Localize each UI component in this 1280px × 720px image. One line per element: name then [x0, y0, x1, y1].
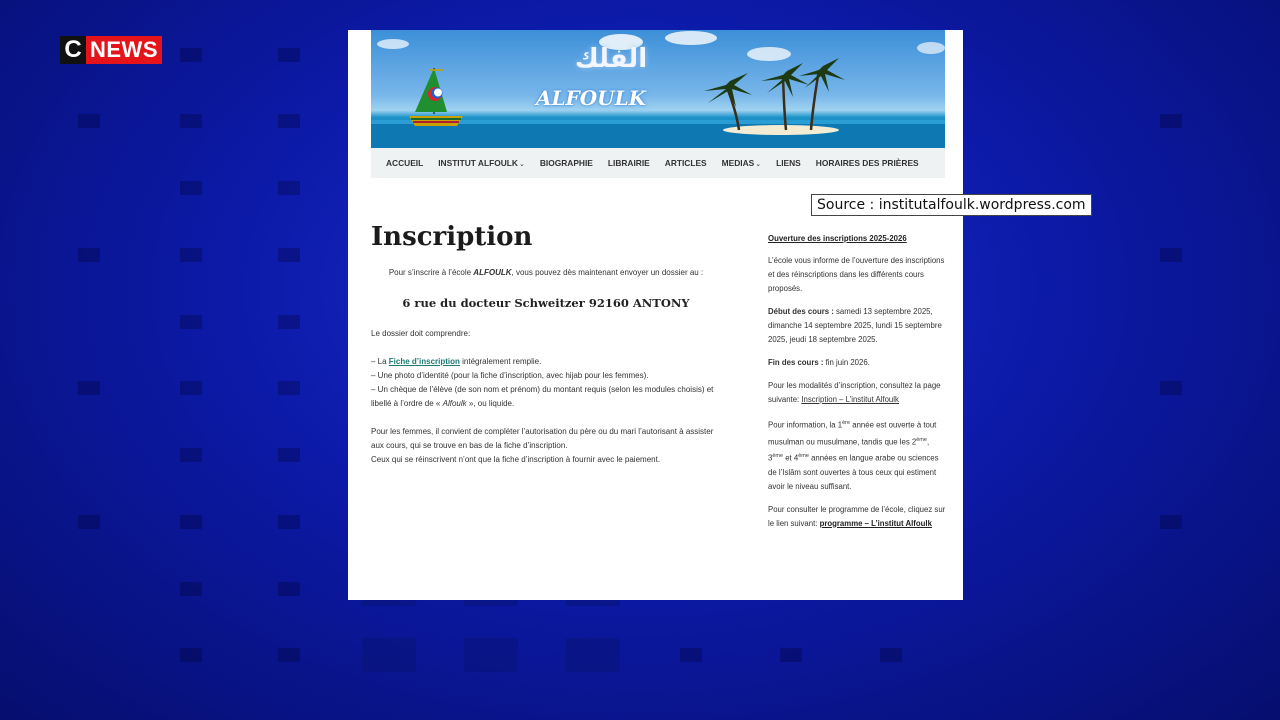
intro-after: , vous pouvez dès maintenant envoyer un dossier au : [511, 268, 704, 277]
nav-item-articles[interactable] [665, 158, 707, 168]
item3-brand: Alfoulk [442, 399, 467, 408]
program-link[interactable]: programme – L’institut Alfoulk [819, 518, 932, 528]
modalities-text: Pour les modalités d’inscription, consultez la page suivante: [768, 381, 941, 404]
info-a: Pour information, la 1 [768, 420, 843, 430]
start-text: samedi 13 septembre 2025, dimanche 14 septembre 2025, lundi 15 septembre 2025, jeudi 18 septembre 2025. [768, 307, 942, 344]
source-caption: Source : institutalfoulk.wordpress.com [811, 194, 1092, 216]
page-title: Inscription [371, 222, 533, 252]
info-c: , 3 [768, 437, 930, 463]
nav-label: BIOGRAPHIE [539, 158, 593, 168]
website-screenshot [348, 30, 963, 600]
sidebar-intro: L’école vous informe de l’ouverture des inscriptions et des réinscriptions dans les différents cours proposés. [768, 256, 945, 293]
nav-item-librairie[interactable] [608, 158, 650, 168]
nav-item-biographie[interactable] [540, 158, 593, 168]
item3-before: – Un chèque de l’élève (de son nom et prénom) du montant requis (selon les modules choisis) et libellé à l’ordre de « [371, 385, 714, 408]
logo-news: NEWS [86, 36, 162, 64]
info-d: et 4 [783, 453, 799, 463]
banner-arabic-title: الفلك [574, 44, 648, 74]
item1-before: – La [371, 357, 389, 366]
nav-item-institut-alfoulk[interactable] [438, 158, 525, 168]
requirements-list [371, 355, 727, 411]
info-b: année est ouverte à tout musulman ou musulmane, tandis que les 2 [768, 420, 937, 447]
info-sup2: ème [916, 436, 927, 443]
end-label: Fin des cours : [768, 358, 824, 367]
item1-after: intégralement remplie. [459, 357, 542, 366]
program-block [768, 503, 946, 531]
program-text: Pour consulter le programme de l’école, cliquez sur le lien suivant: [768, 504, 946, 528]
postal-address: 6 rue du docteur Schweitzer 92160 ANTONY [402, 296, 690, 310]
nav-label: ACCUEIL [386, 158, 424, 168]
nav-item-liens[interactable] [776, 158, 801, 168]
reinscription-note: Ceux qui se réinscrivent n’ont que la fiche d’inscription à fournir avec le paiement. [371, 455, 661, 464]
banner-brand-title: ALFOULK [535, 86, 647, 110]
intro-before: Pour s’inscrire à l’école [388, 268, 474, 277]
logo-c: C [60, 36, 86, 64]
nav-label: LIENS [776, 158, 801, 168]
women-note: Pour les femmes, il convient de compléter l’autorisation du père ou du mari l’autorisant à assister aux cours, qui se trouve en bas de la fiche d’inscription. [371, 427, 714, 450]
modalities [768, 379, 946, 407]
site-banner [371, 30, 945, 148]
intro-text [371, 268, 721, 277]
year-info [768, 416, 946, 494]
nav-label: LIBRAIRIE [607, 158, 650, 168]
nav-label: ARTICLES [664, 158, 707, 168]
chevron-down-icon: ⌄ [755, 161, 762, 168]
cnews-logo [60, 36, 162, 64]
site-navigation [371, 148, 945, 178]
nav-label: INSTITUT ALFOULK [438, 158, 518, 168]
end-text: fin juin 2026. [823, 358, 870, 367]
dossier-requirements [371, 327, 727, 481]
intro-brand: ALFOULK [473, 268, 512, 277]
sidebar [768, 232, 946, 540]
start-label: Début des cours : [768, 307, 834, 316]
fiche-inscription-link[interactable]: Fiche d’inscription [388, 357, 460, 366]
nav-item-horaires[interactable] [816, 158, 919, 168]
nav-label: HORAIRES DES PRIÈRES [815, 158, 919, 168]
info-e: années en langue arabe ou sciences de l’Islâm sont ouvertes à tous ceux qui estiment avoir le niveau suffisant. [768, 453, 939, 491]
start-dates [768, 305, 946, 347]
item2: – Une photo d’identité (pour la fiche d’inscription, avec hijab pour les femmes). [371, 371, 649, 380]
info-sup1: ère [842, 420, 851, 426]
sidebar-title: Ouverture des inscriptions 2025-2026 [768, 234, 907, 243]
end-date [768, 356, 946, 370]
nav-item-accueil[interactable] [386, 158, 423, 168]
nav-label: MEDIAS [721, 158, 755, 168]
women-note-block [371, 425, 727, 467]
chevron-down-icon: ⌄ [518, 161, 525, 168]
item3-after: », ou liquide. [466, 399, 515, 408]
info-sup3: ème [772, 453, 784, 460]
nav-item-medias[interactable] [722, 158, 761, 168]
dossier-intro: Le dossier doit comprendre: [371, 329, 471, 338]
info-sup4: ème [798, 453, 809, 460]
inscription-link[interactable]: Inscription – L’institut Alfoulk [801, 395, 899, 404]
